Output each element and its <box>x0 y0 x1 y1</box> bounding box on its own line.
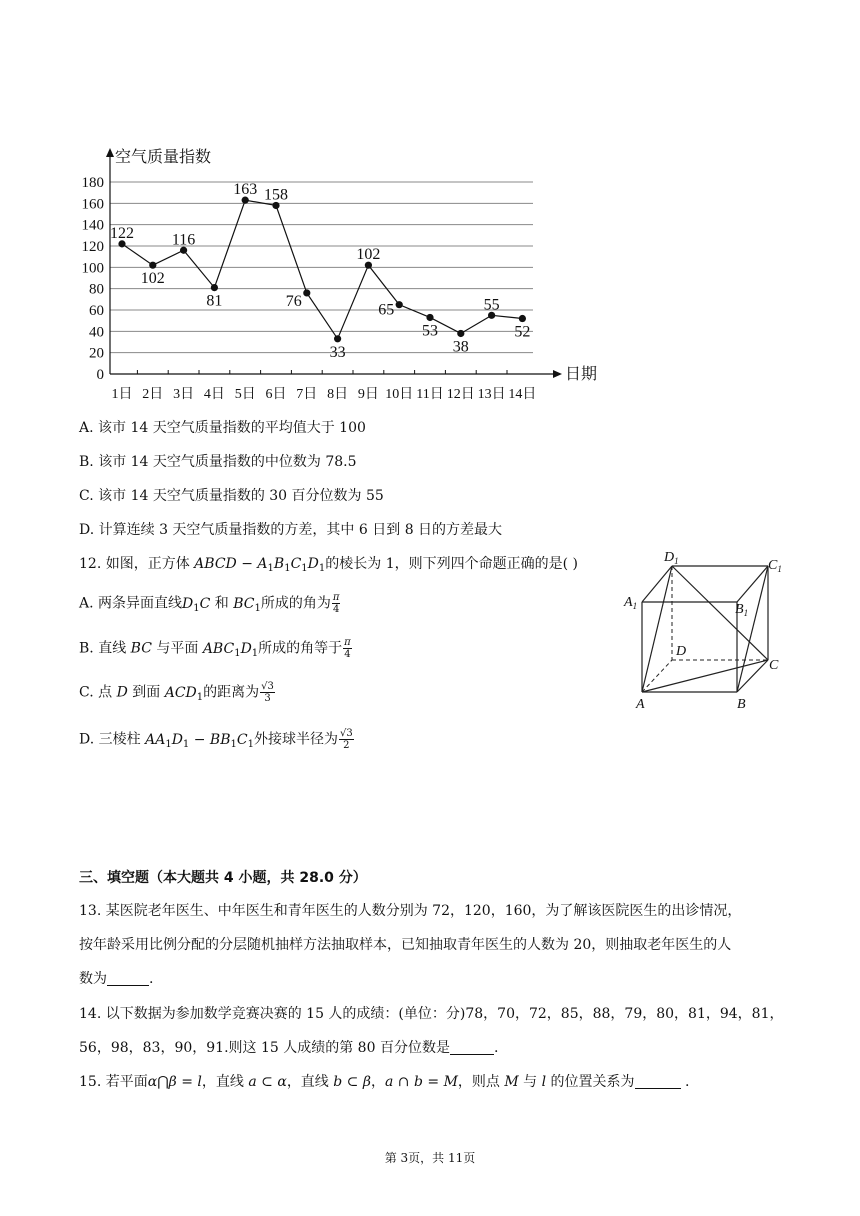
x-tick-label: 8日 <box>327 387 349 400</box>
data-label: 55 <box>483 296 500 314</box>
x-axis-arrow <box>553 370 562 378</box>
air-quality-chart <box>0 140 620 400</box>
x-axis-label: 日期 <box>565 366 598 383</box>
x-tick-label: 4日 <box>203 387 225 400</box>
data-label: 76 <box>285 292 302 310</box>
y-tick-label: 180 <box>81 175 104 191</box>
answer-blank[interactable] <box>635 1074 681 1089</box>
y-axis-arrow <box>106 148 114 157</box>
x-tick-label: 7日 <box>296 387 318 400</box>
label-c1: $C_1$ <box>768 558 782 574</box>
q14-line1: 14. 以下数据为参加数学竞赛决赛的 15 人的成绩：(单位：分)78，70，72，85，88，79，80，81，94，81， <box>79 1006 784 1022</box>
q13-line3: 数为 . <box>79 971 154 987</box>
q15-line: 15. 若平面α⋂β = l，直线 a ⊂ α，直线 b ⊂ β，a ∩ b = M，则点 M 与 l 的位置关系为 . <box>79 1074 690 1090</box>
data-point <box>334 335 341 342</box>
x-tick-label: 5日 <box>234 387 256 400</box>
label-b1: $B_1$ <box>735 602 749 618</box>
data-label: 81 <box>206 292 223 310</box>
x-tick-label: 14日 <box>508 387 537 400</box>
label-c: C <box>769 658 779 673</box>
data-point <box>211 284 218 291</box>
series-line <box>122 200 522 339</box>
q12-option-a: A. 两条异面直线$D_1C$ 和 $BC_1$所成的角为 $\frac{\pi}{4}$ <box>79 592 340 615</box>
x-tick-label: 3日 <box>173 387 195 400</box>
y-axis-label: 空气质量指数 <box>115 149 212 166</box>
section-title: 三、填空题（本大题共 4 小题，共 28.0 分） <box>79 870 367 886</box>
y-tick-label: 160 <box>81 196 104 213</box>
label-b: B <box>737 697 746 712</box>
q12-option-c: C. 点 D 到面 $ACD_1$的距离为 $\frac{√3}{3}$ <box>79 681 274 704</box>
q14-line2: 56，98，83，90，91.则这 15 人成绩的第 80 百分位数是 . <box>79 1040 499 1056</box>
x-tick-label: 11日 <box>416 387 444 400</box>
data-label: 122 <box>110 224 134 242</box>
q12-stem: 12. 如图，正方体 ABCD − $A_1B_1C_1D_1$的棱长为 1，则下列四个命题正确的是( ) <box>79 556 578 574</box>
data-label: 116 <box>171 231 196 249</box>
data-label: 102 <box>140 270 165 288</box>
x-tick-label: 9日 <box>357 387 379 400</box>
data-point <box>149 262 156 269</box>
y-tick-label: 20 <box>89 345 104 362</box>
label-d1: $D_1$ <box>664 550 679 566</box>
label-d: D <box>676 644 687 659</box>
data-label: 53 <box>422 322 438 340</box>
y-tick-label: 120 <box>81 239 104 255</box>
data-point <box>303 289 310 296</box>
data-label: 38 <box>452 338 469 356</box>
page-footer: 第 3页，共 11页 <box>384 1151 476 1165</box>
x-tick-label: 13日 <box>477 387 506 400</box>
y-tick-label: 80 <box>89 281 104 298</box>
q12-option-b: B. 直线 BC 与平面 $ABC_1D_1$所成的角等于 $\frac{\pi}{4}$ <box>79 637 351 660</box>
q13-line1: 13. 某医院老年医生、中年医生和青年医生的人数分别为 72，120，160，为了解该医院医生的出诊情况， <box>79 903 742 919</box>
y-tick-label: 140 <box>81 217 104 234</box>
x-tick-label: 1日 <box>111 387 133 400</box>
q11-option-b: B. 该市 14 天空气质量指数的中位数为 78.5 <box>79 454 357 470</box>
data-point <box>426 314 433 321</box>
data-point <box>519 315 526 322</box>
x-tick-label: 6日 <box>265 387 287 400</box>
y-tick-label: 0 <box>96 367 104 383</box>
data-point <box>396 301 403 308</box>
q11-option-c: C. 该市 14 天空气质量指数的 30 百分位数为 55 <box>79 488 384 504</box>
y-tick-label: 60 <box>89 303 104 319</box>
data-point <box>457 330 464 337</box>
q11-option-a: A. 该市 14 天空气质量指数的平均值大于 100 <box>79 420 366 436</box>
data-label: 158 <box>264 186 288 204</box>
data-label: 65 <box>378 301 395 319</box>
data-label: 33 <box>329 343 346 361</box>
x-tick-label: 2日 <box>142 387 164 400</box>
x-tick-label: 10日 <box>385 387 414 400</box>
cube-figure <box>620 548 790 713</box>
y-tick-label: 40 <box>89 324 104 341</box>
answer-blank[interactable] <box>107 971 149 986</box>
data-label: 102 <box>356 246 381 264</box>
data-label: 163 <box>233 181 258 199</box>
label-a1: $A_1$ <box>624 595 638 611</box>
y-tick-label: 100 <box>81 260 104 277</box>
answer-blank[interactable] <box>450 1040 494 1055</box>
x-tick-label: 12日 <box>446 387 475 400</box>
label-a: A <box>636 697 645 712</box>
q11-option-d: D. 计算连续 3 天空气质量指数的方差，其中 6 日到 8 日的方差最大 <box>79 522 503 538</box>
q12-option-d: D. 三棱柱 $AA_1D_1 - BB_1C_1$外接球半径为 $\frac{√3}{2}$ <box>79 728 353 751</box>
q13-line2: 按年龄采用比例分配的分层随机抽样方法抽取样本，已知抽取青年医生的人数为 20，则抽取老年医生的人 <box>79 937 732 953</box>
data-label: 52 <box>514 323 531 341</box>
